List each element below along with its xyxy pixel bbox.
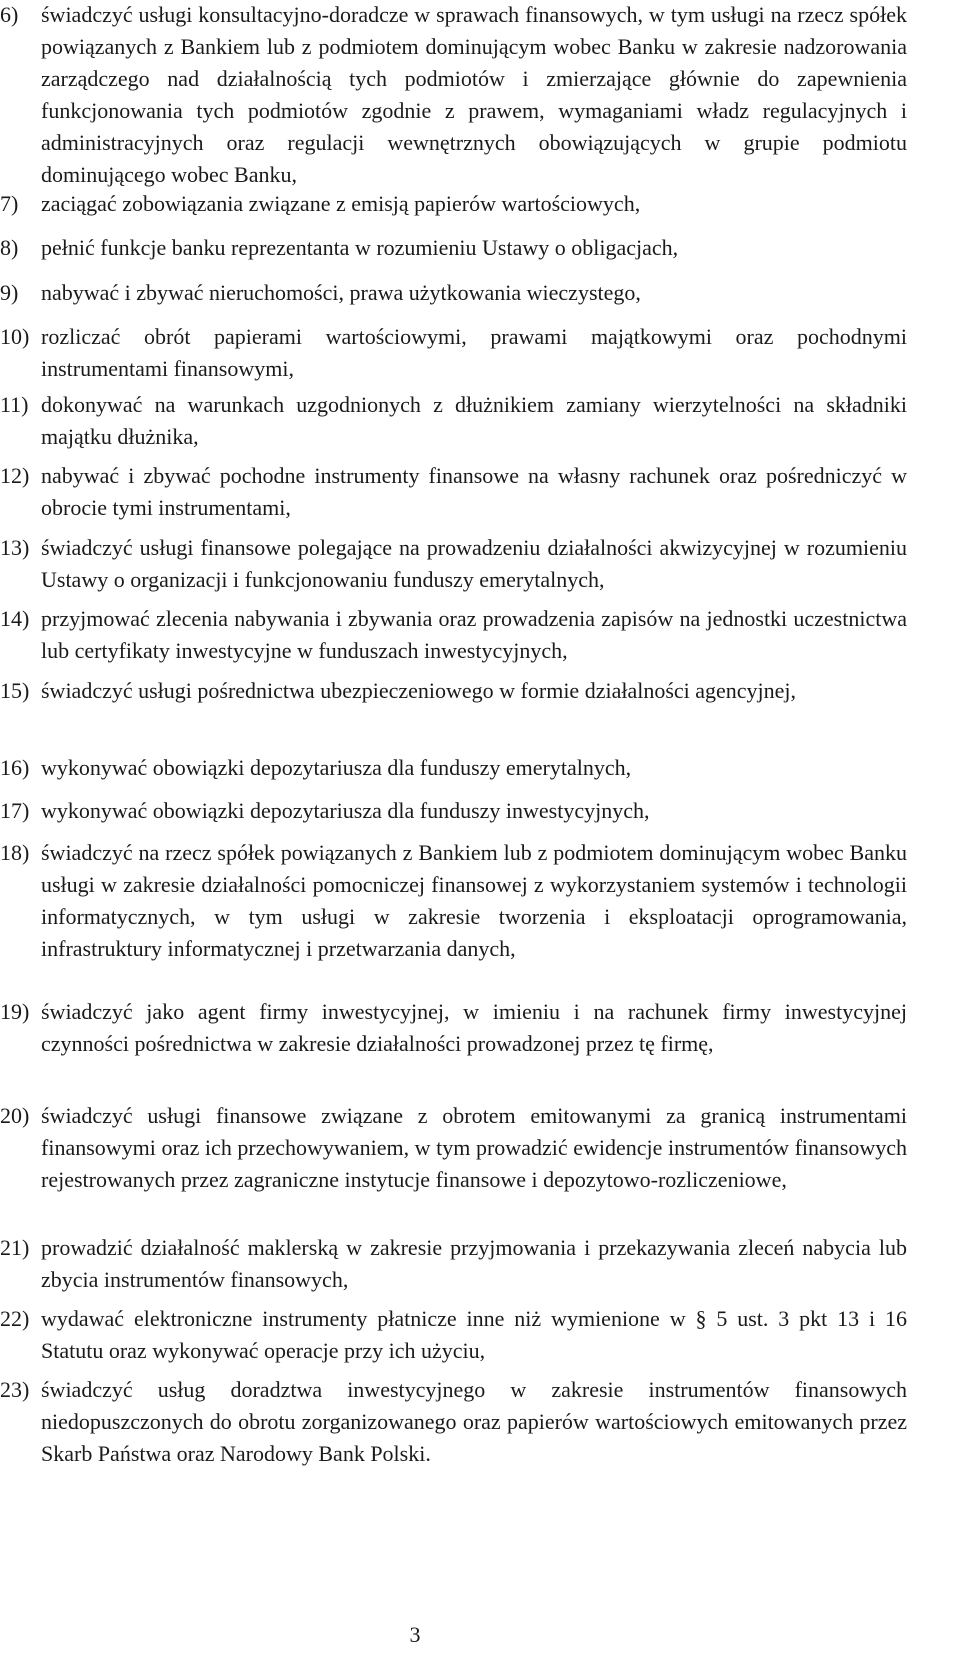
list-item-text: świadczyć usługi finansowe związane z obrotem emitowanymi za granicą instrumentami finansowymi oraz ich przechowywaniem, w tym prowadzić ewidencje instrumentów finansowych rejestrowanych przez zagraniczne instytucje finansowe i depozytowo-rozliczeniowe,: [41, 1103, 907, 1192]
list-item-6: [0, 0, 960, 191]
list-item-8: [0, 232, 960, 264]
list-item-number: 9): [0, 280, 19, 305]
list-item-text: wykonywać obowiązki depozytariusza dla funduszy emerytalnych,: [41, 755, 632, 780]
list-item-text: nabywać i zbywać nieruchomości, prawa użytkowania wieczystego,: [41, 280, 641, 305]
list-item-21: [0, 1232, 960, 1296]
list-item-number: 13): [0, 535, 30, 560]
list-item-number: 19): [0, 999, 30, 1024]
list-item-text: wydawać elektroniczne instrumenty płatnicze inne niż wymienione w § 5 ust. 3 pkt 13 i 16 Statutu oraz wykonywać operacje przy ich użyciu,: [41, 1306, 907, 1363]
list-item-text: świadczyć na rzecz spółek powiązanych z Bankiem lub z podmiotem dominującym wobec Banku usługi w zakresie działalności pomocniczej finansowej z wykorzystaniem systemów i technologii informatycznych, w tym usługi w zakresie tworzenia i eksploatacji oprogramowania, infrastruktury informatycznej i przetwarzania danych,: [41, 840, 907, 961]
list-item-number: 23): [0, 1377, 30, 1402]
list-item-text: rozliczać obrót papierami wartościowymi, prawami majątkowymi oraz pochodnymi instrumentami finansowymi,: [41, 324, 907, 381]
list-item-number: 18): [0, 840, 30, 865]
list-item-23: [0, 1374, 960, 1470]
list-item-text: wykonywać obowiązki depozytariusza dla funduszy inwestycyjnych,: [41, 798, 650, 823]
list-item-number: 21): [0, 1235, 30, 1260]
list-item-19: [0, 996, 960, 1060]
list-item-9: [0, 277, 960, 309]
list-item-number: 8): [0, 235, 19, 260]
list-item-text: świadczyć usług doradztwa inwestycyjnego w zakresie instrumentów finansowych niedopuszczonych do obrotu zorganizowanego oraz papierów wartościowych emitowanych przez Skarb Państwa oraz Narodowy Bank Polski.: [41, 1377, 907, 1466]
list-item-number: 15): [0, 678, 30, 703]
list-item-number: 16): [0, 755, 30, 780]
list-item-text: świadczyć usługi konsultacyjno-doradcze w sprawach finansowych, w tym usługi na rzecz spółek powiązanych z Bankiem lub z podmiotem dominującym wobec Banku w zakresie nadzorowania zarządczego nad działalnością tych podmiotów i zmierzające głównie do zapewnienia funkcjonowania tych podmiotów zgodnie z prawem, wymaganiami władz regulacyjnych i administracyjnych oraz regulacji wewnętrznych obowiązujących w grupie podmiotu dominującego wobec Banku,: [41, 2, 907, 187]
list-item-text: pełnić funkcje banku reprezentanta w rozumieniu Ustawy o obligacjach,: [41, 235, 679, 260]
list-item-text: dokonywać na warunkach uzgodnionych z dłużnikiem zamiany wierzytelności na składniki majątku dłużnika,: [41, 392, 907, 449]
list-item-13: [0, 532, 960, 596]
page-number: 3: [409, 1622, 421, 1647]
list-item-text: nabywać i zbywać pochodne instrumenty finansowe na własny rachunek oraz pośredniczyć w obrocie tymi instrumentami,: [41, 463, 907, 520]
list-item-14: [0, 603, 960, 667]
list-item-text: zaciągać zobowiązania związane z emisją papierów wartościowych,: [41, 191, 641, 216]
list-item-number: 17): [0, 798, 30, 823]
list-item-number: 14): [0, 606, 30, 631]
list-item-7: [0, 188, 960, 220]
list-item-22: [0, 1303, 960, 1367]
list-item-text: świadczyć usługi pośrednictwa ubezpieczeniowego w formie działalności agencyjnej,: [41, 678, 797, 703]
list-item-11: [0, 389, 960, 453]
list-item-16: [0, 752, 960, 784]
list-item-number: 6): [0, 2, 19, 27]
list-item-number: 22): [0, 1306, 30, 1331]
list-item-20: [0, 1100, 960, 1196]
list-item-text: świadczyć usługi finansowe polegające na prowadzeniu działalności akwizycyjnej w rozumieniu Ustawy o organizacji i funkcjonowaniu funduszy emerytalnych,: [41, 535, 907, 592]
list-item-text: świadczyć jako agent firmy inwestycyjnej, w imieniu i na rachunek firmy inwestycyjnej czynności pośrednictwa w zakresie działalności prowadzonej przez tę firmę,: [41, 999, 907, 1056]
list-item-number: 7): [0, 191, 19, 216]
list-item-number: 11): [0, 392, 29, 417]
list-item-18: [0, 837, 960, 965]
list-item-number: 20): [0, 1103, 30, 1128]
list-item-15: [0, 675, 960, 707]
list-item-text: przyjmować zlecenia nabywania i zbywania oraz prowadzenia zapisów na jednostki uczestnictwa lub certyfikaty inwestycyjne w funduszach inwestycyjnych,: [41, 606, 907, 663]
list-item-17: [0, 795, 960, 827]
list-item-text: prowadzić działalność maklerską w zakresie przyjmowania i przekazywania zleceń nabycia lub zbycia instrumentów finansowych,: [41, 1235, 907, 1292]
list-item-number: 10): [0, 324, 30, 349]
list-item-12: [0, 460, 960, 524]
list-item-10: [0, 321, 960, 385]
list-item-number: 12): [0, 463, 30, 488]
